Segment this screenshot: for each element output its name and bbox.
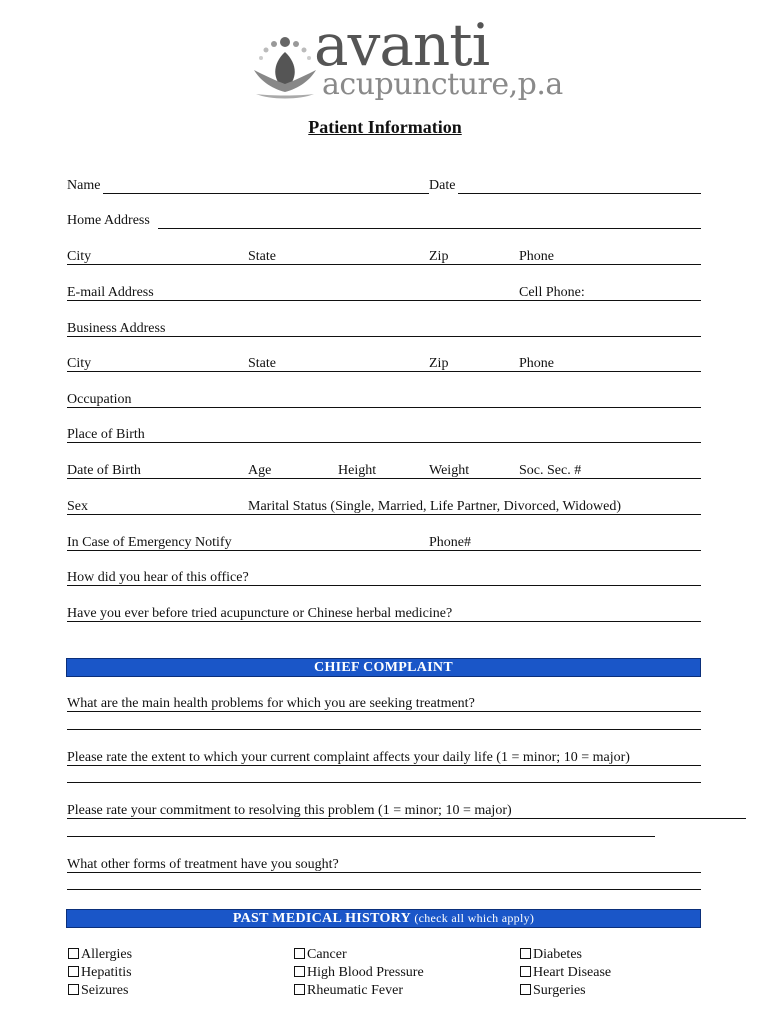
label-business-address: Business Address bbox=[67, 321, 166, 336]
label-marital-status: Marital Status (Single, Married, Life Partner, Divorced, Widowed) bbox=[248, 499, 622, 514]
label-emergency-phone: Phone# bbox=[429, 535, 471, 550]
checkbox-icon[interactable] bbox=[520, 948, 531, 959]
checkbox-icon[interactable] bbox=[68, 966, 79, 977]
main-problems-field[interactable] bbox=[67, 711, 701, 712]
label-weight: Weight bbox=[429, 463, 470, 478]
commitment-rating-field[interactable] bbox=[67, 818, 746, 819]
other-treatment-field[interactable] bbox=[67, 872, 701, 873]
label-home-address: Home Address bbox=[67, 213, 150, 228]
chief-complaint-header bbox=[66, 658, 701, 677]
label-business-city: City bbox=[67, 356, 92, 371]
chief-complaint-title: CHIEF COMPLAINT bbox=[314, 660, 453, 675]
question-commitment-rating: Please rate your commitment to resolving this problem (1 = minor; 10 = major) bbox=[67, 803, 512, 818]
checkbox-label: Heart Disease bbox=[533, 965, 612, 980]
checkbox-label: Hepatitis bbox=[81, 965, 132, 980]
emergency-field[interactable] bbox=[67, 550, 701, 551]
checkbox-icon[interactable] bbox=[68, 984, 79, 995]
label-ssn: Soc. Sec. # bbox=[519, 463, 582, 478]
business-address-field[interactable] bbox=[67, 336, 701, 337]
label-business-state: State bbox=[248, 356, 276, 371]
name-field[interactable] bbox=[103, 193, 429, 194]
past-medical-history-title: PAST MEDICAL HISTORY bbox=[232, 911, 411, 926]
past-medical-history-header bbox=[66, 909, 701, 928]
checkbox-icon[interactable] bbox=[294, 948, 305, 959]
avanti-logo bbox=[250, 11, 563, 108]
question-other-treatment: What other forms of treatment have you sought? bbox=[67, 857, 339, 872]
checkbox-label: Allergies bbox=[81, 947, 133, 962]
checkbox-label: High Blood Pressure bbox=[307, 965, 424, 980]
checkbox-label: Surgeries bbox=[533, 983, 586, 998]
checkbox-diabetes[interactable] bbox=[520, 947, 582, 963]
checkbox-icon[interactable] bbox=[294, 966, 305, 977]
label-email: E-mail Address bbox=[67, 285, 154, 300]
label-name: Name bbox=[67, 178, 101, 193]
label-height: Height bbox=[338, 463, 377, 478]
label-how-heard: How did you hear of this office? bbox=[67, 570, 249, 585]
label-occupation: Occupation bbox=[67, 392, 132, 407]
label-phone: Phone bbox=[519, 249, 554, 264]
checkbox-cancer[interactable] bbox=[294, 947, 347, 963]
how-heard-field[interactable] bbox=[67, 585, 701, 586]
label-age: Age bbox=[248, 463, 272, 478]
checkbox-seizures[interactable] bbox=[68, 983, 128, 999]
logo-subtitle: acupuncture,p.a bbox=[322, 67, 563, 102]
label-business-phone: Phone bbox=[519, 356, 554, 371]
place-of-birth-field[interactable] bbox=[67, 442, 701, 443]
label-state: State bbox=[248, 249, 276, 264]
main-problems-field-2[interactable] bbox=[67, 729, 701, 730]
past-medical-history-note: (check all which apply) bbox=[414, 911, 535, 925]
sex-marital-field[interactable] bbox=[67, 514, 701, 515]
label-sex: Sex bbox=[67, 499, 88, 514]
checkbox-label: Rheumatic Fever bbox=[307, 983, 404, 998]
checkbox-label: Cancer bbox=[307, 947, 347, 962]
checkbox-surgeries[interactable] bbox=[520, 983, 586, 999]
daily-life-rating-field-2[interactable] bbox=[67, 782, 701, 783]
checkbox-icon[interactable] bbox=[68, 948, 79, 959]
checkbox-label: Seizures bbox=[81, 983, 129, 998]
home-city-state-zip-phone-field[interactable] bbox=[67, 264, 701, 265]
question-daily-life-rating: Please rate the extent to which your current complaint affects your daily life (1 = minor; 10 = major) bbox=[67, 750, 630, 765]
checkbox-high-blood-pressure[interactable] bbox=[294, 965, 424, 981]
lotus-icon bbox=[250, 28, 320, 108]
home-address-field[interactable] bbox=[158, 228, 701, 229]
dob-age-height-weight-ssn-field[interactable] bbox=[67, 478, 701, 479]
checkbox-allergies[interactable] bbox=[68, 947, 132, 963]
business-city-state-zip-phone-field[interactable] bbox=[67, 371, 701, 372]
checkbox-icon[interactable] bbox=[520, 966, 531, 977]
question-main-problems: What are the main health problems for which you are seeking treatment? bbox=[67, 696, 475, 711]
checkbox-hepatitis[interactable] bbox=[68, 965, 132, 981]
checkbox-icon[interactable] bbox=[520, 984, 531, 995]
checkbox-label: Diabetes bbox=[533, 947, 582, 962]
label-dob: Date of Birth bbox=[67, 463, 141, 478]
label-tried-acupuncture: Have you ever before tried acupuncture or Chinese herbal medicine? bbox=[67, 606, 453, 621]
label-emergency-contact: In Case of Emergency Notify bbox=[67, 535, 232, 550]
checkbox-icon[interactable] bbox=[294, 984, 305, 995]
label-date: Date bbox=[429, 178, 456, 193]
commitment-rating-field-2[interactable] bbox=[67, 836, 655, 837]
label-business-zip: Zip bbox=[429, 356, 449, 371]
page-title: Patient Information bbox=[308, 117, 462, 137]
label-place-of-birth: Place of Birth bbox=[67, 427, 145, 442]
label-cell-phone: Cell Phone: bbox=[519, 285, 585, 300]
tried-acupuncture-field[interactable] bbox=[67, 621, 701, 622]
label-zip: Zip bbox=[429, 249, 449, 264]
daily-life-rating-field[interactable] bbox=[67, 765, 701, 766]
occupation-field[interactable] bbox=[67, 407, 701, 408]
logo-wordmark: avanti bbox=[314, 11, 490, 79]
checkbox-rheumatic-fever[interactable] bbox=[294, 983, 403, 999]
label-city: City bbox=[67, 249, 92, 264]
email-cell-field[interactable] bbox=[67, 300, 701, 301]
checkbox-heart-disease[interactable] bbox=[520, 965, 611, 981]
date-field[interactable] bbox=[458, 193, 701, 194]
other-treatment-field-2[interactable] bbox=[67, 889, 701, 890]
